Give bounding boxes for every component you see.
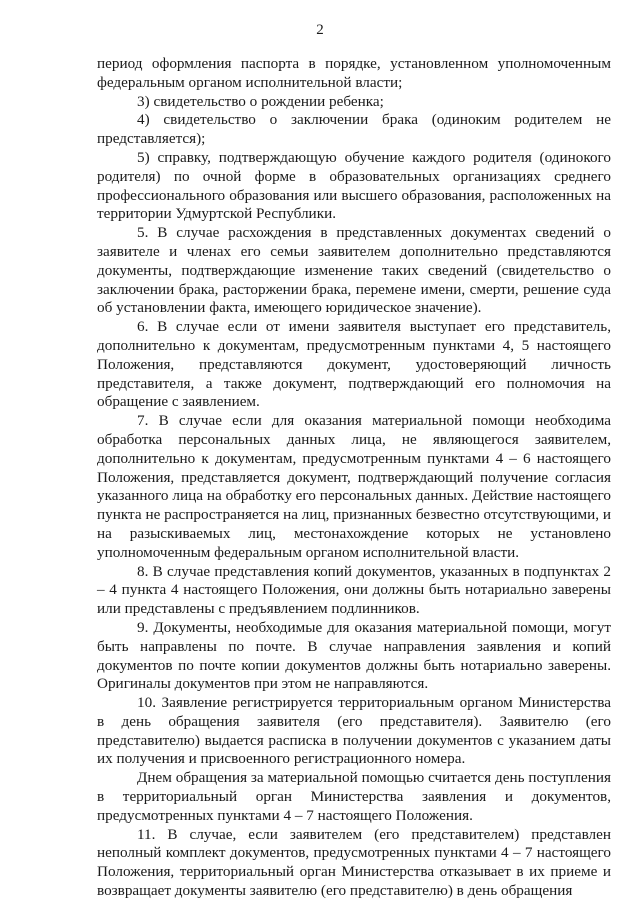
paragraph-item-4: 4) свидетельство о заключении брака (одиноким родителем не представляется); bbox=[97, 111, 611, 148]
paragraph-item-3: 3) свидетельство о рождении ребенка; bbox=[137, 92, 384, 110]
paragraph-item-5: 5) справку, подтверждающую обучение каждого родителя (одинокого родителя) по очной форме в образовательных организациях среднего профессионального образования или высшего образования, расположенных на территории Удмуртской Республики. bbox=[97, 148, 611, 223]
page-number: 2 bbox=[316, 22, 324, 38]
paragraph-clause-5: 5. В случае расхождения в представленных документах сведений о заявителе и членах его семьи заявителем дополнительно представляются документы, подтверждающие изменение таких сведений (свидетельство о заключении брака, расторжении брака, перемене имени, смерти, решение суда об установлении факта, имеющего юридическое значение). bbox=[97, 224, 611, 317]
paragraph-clause-6: 6. В случае если от имени заявителя выступает его представитель, дополнительно к документам, предусмотренным пунктами 4, 5 настоящего Положения, представляются документ, удостоверяющий личность представителя, а также документ, подтверждающий его полномочия на обращение с заявлением. bbox=[97, 318, 611, 411]
paragraph-clause-8: 8. В случае представления копий документов, указанных в подпунктах 2 – 4 пункта 4 настоящего Положения, они должны быть нотариально заверены или представлены с предъявлением подлинников. bbox=[97, 562, 611, 618]
paragraph-clause-9: 9. Документы, необходимые для оказания материальной помощи, могут быть направлены по почте. В случае направления заявления и копий документов по почте копии документов должны быть нотариально заверены. Оригиналы документов при этом не направляются. bbox=[97, 618, 611, 693]
paragraph-clause-10: 10. Заявление регистрируется территориальным органом Министерства в день обращения заявителя (его представителя). Заявителю (его представителю) выдается расписка в получении документов с указанием даты их получения и присвоенного регистрационного номера. bbox=[97, 694, 611, 768]
paragraph-passport-continuation: период оформления паспорта в порядке, установленном уполномоченным федеральным органом исполнительной власти; bbox=[97, 55, 611, 91]
paragraph-clause-11: 11. В случае, если заявителем (его представителем) представлен неполный комплект документов, предусмотренных пунктами 4 – 7 настоящего Положения, территориальный орган Министерства отказывает в их приеме и возвращает документы заявителю (его представителю) в день обращения bbox=[97, 825, 611, 900]
document-body bbox=[97, 55, 611, 901]
paragraph-application-date: Днем обращения за материальной помощью считается день поступления в территориальный орган Министерства заявления и документов, предусмотренных пунктами 4 – 7 настоящего Положения. bbox=[97, 769, 611, 824]
paragraph-clause-7: 7. В случае если для оказания материальной помощи необходима обработка персональных данных лица, не являющегося заявителем, дополнительно к документам, предусмотренным пунктами 4 – 6 настоящего Положения, представляется документ, подтверждающий получение согласия указанного лица на обработку его персональных данных. Действие настоящего пункта не распространяется на лиц, признанных безвестно отсутствующими, и на разыскиваемых лиц, местонахождение которых не установлено уполномоченным федеральным органом исполнительной власти. bbox=[97, 412, 611, 561]
